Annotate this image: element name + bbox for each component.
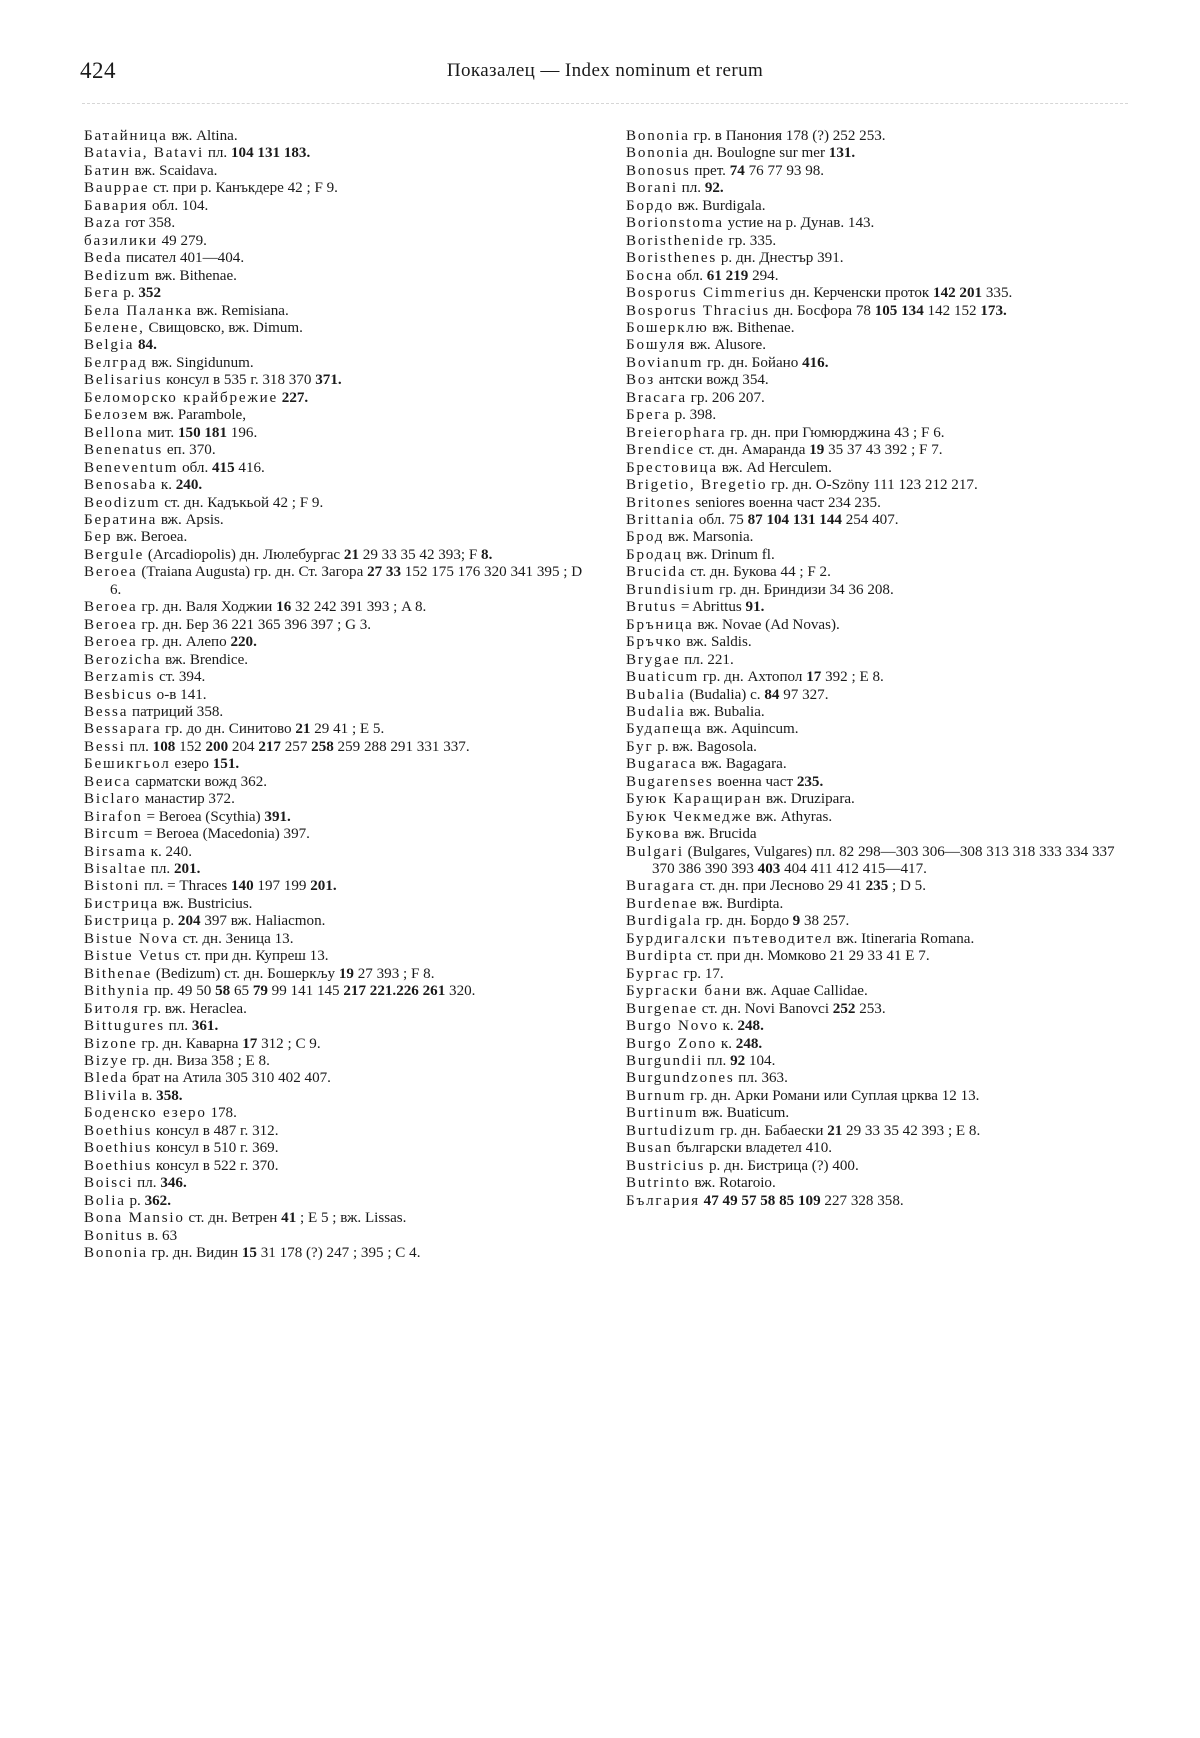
index-entry: Брега р. 398. [626,407,717,424]
index-entry: Brucida ст. дн. Букова 44 ; F 2. [626,564,831,581]
index-entry: Burdigala гр. дн. Бордо 9 38 257. [626,913,850,930]
index-entry: Бурдигалски пътеводител вж. Itineraria Romana. [626,930,975,947]
index-entry: Bizye гр. дн. Виза 358 ; E 8. [84,1053,270,1070]
index-entry: Berzamis ст. 394. [84,669,206,686]
index-entry: Веиса сарматски вожд 362. [84,773,268,790]
index-entry: Batavia, Batavi пл. 104 131 183. [84,145,311,162]
index-entry: Бега р. 352 [84,285,161,302]
index-entry: Buaticum гр. дн. Ахтопол 17 392 ; E 8. [626,669,884,686]
index-entry: Белене, Свищовско, вж. Dimum. [84,319,303,336]
running-title: Показалец — Index nominum et rerum [446,60,764,81]
index-entry: Bolia р. 362. [84,1192,171,1209]
index-entry: Bosporus Cimmerius дн. Керченски проток 142 201 335. [626,285,1013,302]
index-entry: Батайница вж. Altina. [84,128,238,144]
index-entry: Bessapara гр. до дн. Синитово 21 29 41 ; E 5. [84,721,385,738]
index-entry: Boethius консул в 510 г. 369. [84,1140,279,1157]
index-entry: Bubalia (Budalia) с. 84 97 327. [626,686,829,703]
index-entry: Beroea гр. дн. Алепо 220. [84,634,257,651]
index-columns [84,128,1134,1262]
index-entry: Bessi пл. 108 152 200 204 217 257 258 259 288 291 331 337. [84,738,470,755]
index-entry: Besbicus о-в 141. [84,686,207,703]
index-entry: Бешикгьол езеро 151. [84,756,240,773]
index-entry: базилики 49 279. [84,232,207,249]
index-entry: Beroea гр. дн. Валя Ходжии 16 32 242 391 393 ; A 8. [84,599,427,616]
index-entry: Busan български владетел 410. [626,1140,833,1157]
index-entry: Boisci пл. 346. [84,1175,187,1192]
index-entry: Bleda брат на Атила 305 310 402 407. [84,1070,331,1087]
index-entry: Bistue Nova ст. дн. Зеница 13. [84,930,294,947]
index-column-left [84,128,592,1262]
index-entry: Bessa патриций 358. [84,703,224,720]
index-entry: Bircum = Beroea (Macedonia) 397. [84,826,310,843]
index-entry: Burgo Novo к. 248. [626,1018,764,1035]
index-entry: Bovianum гр. дн. Бойано 416. [626,354,829,371]
index-entry: Бошуля вж. Alusore. [626,337,767,354]
index-entry: Britones seniores военна част 234 235. [626,494,881,511]
index-entry: Burdipta ст. при дн. Момково 21 29 33 41 E 7. [626,948,930,965]
index-entry: Бератина вж. Apsis. [84,511,224,528]
index-entry: Brigetio, Bregetio гр. дн. O-Szöny 111 123 212 217. [626,477,978,494]
index-entry: Букова вж. Brucida [626,826,757,843]
index-entry: Bithenae (Bedizum) ст. дн. Бошеркљу 19 27 393 ; F 8. [84,965,435,982]
index-entry: Будапеща вж. Aquincum. [626,721,799,738]
index-entry: Bauppae ст. при р. Канъкдере 42 ; F 9. [84,180,338,197]
index-entry: Босна обл. 61 219 294. [626,267,779,284]
index-entry: Belisarius консул в 535 г. 318 370 371. [84,372,342,389]
index-entry: Brundisium гр. дн. Бриндизи 34 36 208. [626,581,894,598]
index-entry: Benosaba к. 240. [84,477,203,494]
index-entry: Bononia дн. Boulogne sur mer 131. [626,145,856,162]
index-entry: Белград вж. Singidunum. [84,354,254,371]
index-entry: Brygae пл. 221. [626,651,734,668]
index-entry: Burgundii пл. 92 104. [626,1053,776,1070]
index-entry: Burtinum вж. Buaticum. [626,1105,790,1122]
index-entry: Боденско езеро 178. [84,1105,237,1122]
index-entry: Бошерклю вж. Bithenae. [626,319,795,336]
index-entry: Бръница вж. Novae (Ad Novas). [626,616,840,633]
index-entry: Бургас гр. 17. [626,965,724,982]
index-entry: Bugaraca вж. Bagagara. [626,756,787,773]
index-entry: Беломорско крайбрежие 227. [84,389,309,406]
index-column-right [626,128,1134,1262]
index-entry: Borani пл. 92. [626,180,724,197]
index-entry: Brutus = Abrittus 91. [626,599,765,616]
index-entry: Бистрица р. 204 397 вж. Haliacmon. [84,913,326,930]
index-entry: Вrасага гр. 206 207. [626,389,765,406]
index-entry: Битоля гр. вж. Heraclea. [84,1000,247,1017]
index-entry: Bistue Vetus ст. при дн. Купреш 13. [84,948,329,965]
index-entry: Burgenae ст. дн. Novi Banovci 252 253. [626,1000,886,1017]
index-entry: Brittania обл. 75 87 104 131 144 254 407. [626,511,899,528]
index-entry: Bonosus прет. 74 76 77 93 98. [626,162,825,179]
index-entry: Boethius консул в 487 г. 312. [84,1122,279,1139]
index-entry: Boristhenide гр. 335. [626,232,777,249]
index-entry: Bononia гр. в Панония 178 (?) 252 253. [626,128,886,144]
header-rule [82,103,1128,104]
index-entry: Бордо вж. Burdigala. [626,197,766,214]
index-entry: Бръчко вж. Saldis. [626,634,752,651]
index-entry: Bittugures пл. 361. [84,1018,219,1035]
index-entry: Буюк Чекмедже вж. Athyras. [626,808,833,825]
index-entry: Bergule (Arcadiopolis) дн. Люлебургас 21 29 33 35 42 393; F 8. [84,546,493,563]
index-entry: Brendice ст. дн. Амаранда 19 35 37 43 392 ; F 7. [626,442,943,459]
index-entry: Белозем вж. Parambole, [84,407,247,424]
index-entry: Bistoni пл. = Thraces 140 197 199 201. [84,878,337,895]
index-entry: Burtudizum гр. дн. Бабаески 21 29 33 35 42 393 ; E 8. [626,1122,981,1139]
index-entry: Bona Mansio ст. дн. Ветрен 41 ; E 5 ; вж. Lissas. [84,1210,407,1227]
index-entry: Bugarenses военна част 235. [626,773,824,790]
index-entry: България 47 49 57 58 85 109 227 328 358. [626,1192,904,1209]
index-entry: Бистрица вж. Bustricius. [84,895,253,912]
index-entry: Beodizum ст. дн. Кадъкьой 42 ; F 9. [84,494,324,511]
index-entry: Butrinto вж. Rotaroio. [626,1175,776,1192]
index-entry: Бела Паланка вж. Remisiana. [84,302,289,319]
index-entry: Beda писател 401—404. [84,250,245,267]
index-entry: Belgia 84. [84,337,157,354]
index-entry: Bustricius р. дн. Бистрица (?) 400. [626,1157,859,1174]
index-entry: Burnum гр. дн. Арки Романи или Суплая црква 12 13. [626,1087,980,1104]
index-entry: Blivila в. 358. [84,1087,183,1104]
index-entry: Buragara ст. дн. при Лесново 29 41 235 ; D 5. [626,878,926,895]
index-entry: Beroea (Traiana Augusta) гр. дн. Ст. Загора 27 33 152 175 176 320 341 395 ; D 6. [84,564,583,598]
index-entry: Bizone гр. дн. Каварна 17 312 ; C 9. [84,1035,321,1052]
index-entry: Bonitus в. 63 [84,1227,178,1244]
index-entry: Berozicha вж. Brendice. [84,651,249,668]
index-entry: Bulgari (Bulgares, Vulgares) пл. 82 298—303 306—308 313 318 333 334 337 370 386 390 393 403 404 411 412 415—417. [626,843,1115,878]
index-entry: Бавария обл. 104. [84,197,209,214]
index-entry: Bosporus Thracius дн. Босфора 78 105 134 142 152 173. [626,302,1007,319]
index-entry: Bisaltae пл. 201. [84,861,201,878]
index-entry: Boethius консул в 522 г. 370. [84,1157,279,1174]
index-entry: Boristhenes р. дн. Днестър 391. [626,250,844,267]
index-entry: Воз антски вожд 354. [626,372,769,389]
index-entry: Burgo Zono к. 248. [626,1035,763,1052]
index-entry: Бродац вж. Drinum fl. [626,546,775,563]
index-entry: Bedizum вж. Bithenae. [84,267,237,284]
index-entry: Bononia гр. дн. Видин 15 31 178 (?) 247 ; 395 ; C 4. [84,1245,421,1261]
index-entry: Буг р. вж. Bagosola. [626,738,757,755]
index-entry: Батин вж. Scaidava. [84,162,218,179]
index-entry: Birsama к. 240. [84,843,192,860]
page-header [80,58,1130,92]
index-entry: Biclaro манастир 372. [84,791,235,808]
index-entry: Burdenae вж. Burdipta. [626,895,784,912]
index-entry: Burgundzones пл. 363. [626,1070,788,1087]
index-entry: Брод вж. Marsonia. [626,529,754,546]
index-entry: Beneventum обл. 415 416. [84,459,265,476]
index-entry: Birafon = Beroea (Scythia) 391. [84,808,291,825]
index-entry: Breierophara гр. дн. при Гюмюрджина 43 ; F 6. [626,424,945,441]
page-number: 424 [80,58,116,83]
index-entry: Baza гот 358. [84,215,176,232]
index-entry: Budalia вж. Bubalia. [626,703,765,720]
index-entry: Буюк Каращиран вж. Druzipara. [626,791,855,808]
index-entry: Бер вж. Beroea. [84,529,188,546]
index-entry: Beroea гр. дн. Бер 36 221 365 396 397 ; G 3. [84,616,372,633]
index-entry: Borionstoma устие на р. Дунав. 143. [626,215,875,232]
index-entry: Bellona мит. 150 181 196. [84,424,258,441]
index-entry: Bithynia пр. 49 50 58 65 79 99 141 145 217 221.226 261 320. [84,983,476,1000]
index-entry: Брестовица вж. Ad Herculem. [626,459,832,476]
index-entry: Benenatus еп. 370. [84,442,216,459]
index-entry: Бургаски бани вж. Aquae Callidae. [626,983,868,1000]
